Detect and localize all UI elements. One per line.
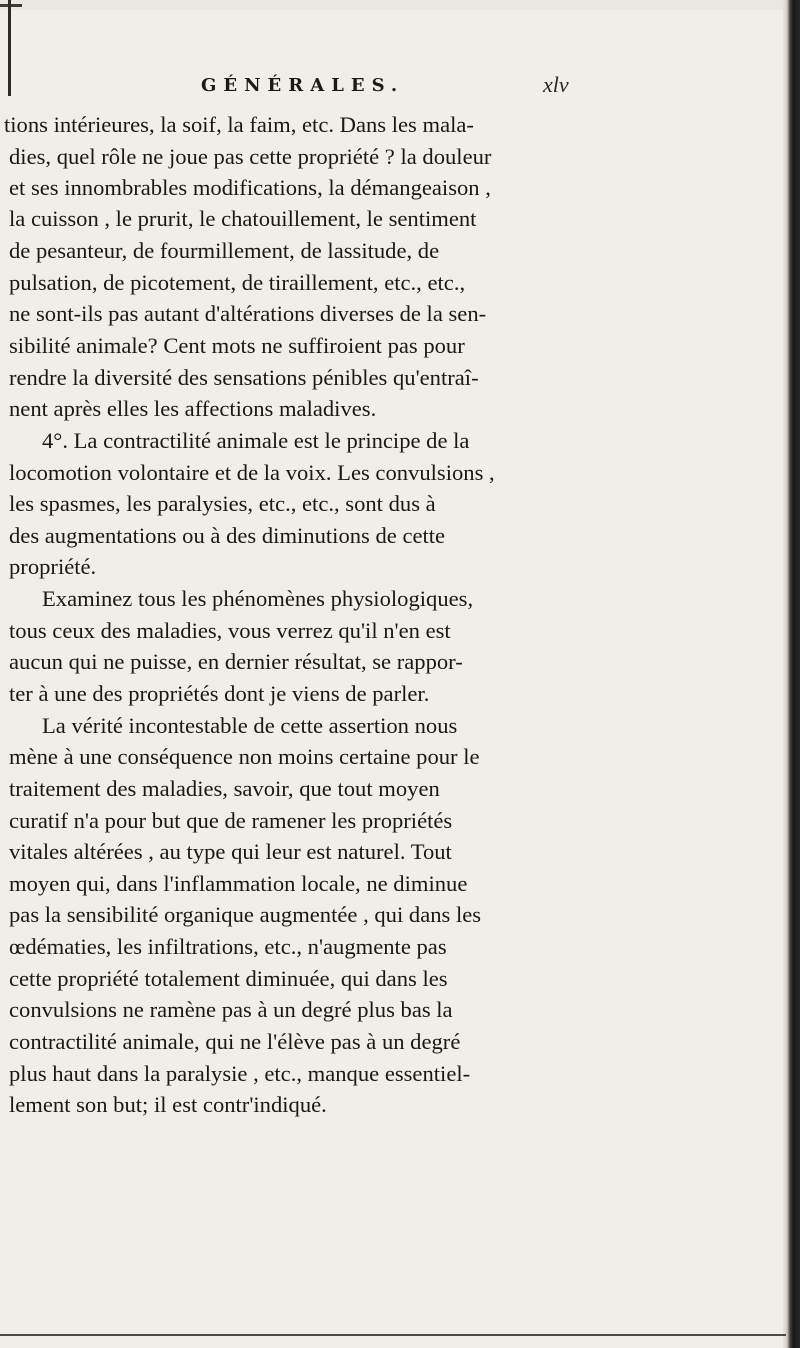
text-line: vitales altérées , au type qui leur est naturel. Tout <box>9 839 452 864</box>
running-title: GÉNÉRALES. <box>201 75 405 96</box>
text-line: curatif n'a pour but que de ramener les propriétés <box>9 808 453 833</box>
text-line: tous ceux des maladies, vous verrez qu'il n'en est <box>9 618 451 643</box>
text-line: dies, quel rôle ne joue pas cette propriété ? la douleur <box>9 144 492 169</box>
text-line: propriété. <box>9 554 97 579</box>
scan-bottom-edge-mark <box>0 1334 786 1336</box>
text-line: moyen qui, dans l'inflammation locale, ne diminue <box>9 871 468 896</box>
text-line: aucun qui ne puisse, en dernier résultat, se rappor- <box>9 649 463 674</box>
page-header <box>0 72 780 112</box>
text-line: Examinez tous les phénomènes physiologiques, <box>42 586 474 611</box>
text-line: œdématies, les infiltrations, etc., n'augmente pas <box>9 934 447 959</box>
text-line: La vérité incontestable de cette assertion nous <box>42 713 458 738</box>
text-line: sibilité animale? Cent mots ne suffiroient pas pour <box>9 333 465 358</box>
text-line: de pesanteur, de fourmillement, de lassitude, de <box>9 238 440 263</box>
text-line: convulsions ne ramène pas à un degré plus bas la <box>9 997 453 1022</box>
text-line: nent après elles les affections maladives. <box>9 396 377 421</box>
text-line: et ses innombrables modifications, la démangeaison , <box>9 175 491 200</box>
text-line: lement son but; il est contr'indiqué. <box>9 1092 327 1117</box>
text-line: plus haut dans la paralysie , etc., manque essentiel- <box>9 1061 471 1086</box>
text-line: pas la sensibilité organique augmentée , qui dans les <box>9 902 482 927</box>
text-line: locomotion volontaire et de la voix. Les convulsions , <box>9 460 495 485</box>
text-line: la cuisson , le prurit, le chatouillement, le sentiment <box>9 206 477 231</box>
text-line: ter à une des propriétés dont je viens de parler. <box>9 681 430 706</box>
scan-corner-mark <box>0 4 22 7</box>
text-line: pulsation, de picotement, de tiraillement, etc., etc., <box>9 270 466 295</box>
book-spine-shadow <box>783 0 800 1348</box>
text-line: mène à une conséquence non moins certaine pour le <box>9 744 480 769</box>
text-line: cette propriété totalement diminuée, qui dans les <box>9 966 448 991</box>
page-top-margin <box>0 0 800 10</box>
text-line: ne sont-ils pas autant d'altérations diverses de la sen- <box>9 301 487 326</box>
text-line: traitement des maladies, savoir, que tout moyen <box>9 776 440 801</box>
text-line: tions intérieures, la soif, la faim, etc. Dans les mala- <box>4 112 474 137</box>
text-line: les spasmes, les paralysies, etc., etc., sont dus à <box>9 491 436 516</box>
text-line: 4°. La contractilité animale est le principe de la <box>42 428 470 453</box>
text-line: des augmentations ou à des diminutions de cette <box>9 523 446 548</box>
text-line: rendre la diversité des sensations pénibles qu'entraî- <box>9 365 479 390</box>
text-line: contractilité animale, qui ne l'élève pas à un degré <box>9 1029 461 1054</box>
page-number: xlv <box>543 72 569 97</box>
